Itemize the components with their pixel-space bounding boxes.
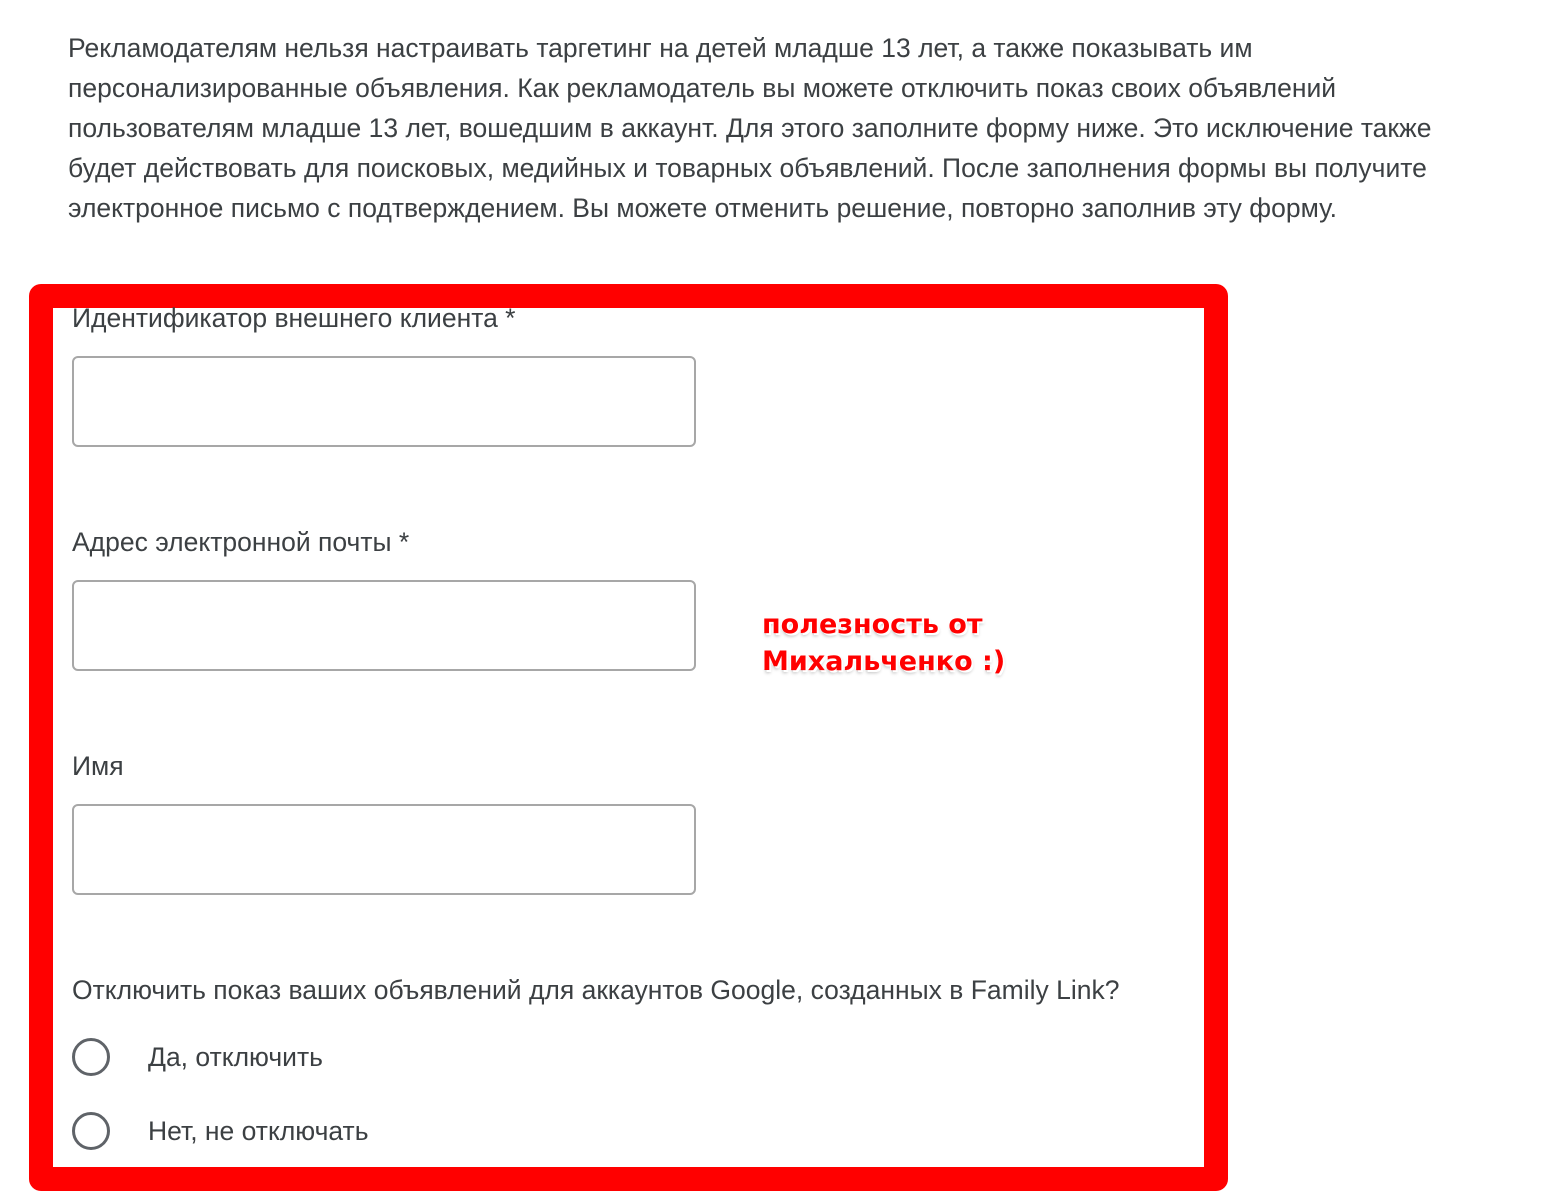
radio-label-keep: Нет, не отключать [148, 1115, 369, 1146]
radio-option-keep[interactable] [72, 1110, 369, 1152]
radio-button-disable[interactable] [72, 1038, 110, 1076]
name-label: Имя [72, 751, 124, 781]
name-input[interactable] [72, 804, 696, 895]
intro-paragraph: Рекламодателям нельзя настраивать таргетинг на детей младше 13 лет, а также показывать им персонализированные объявления. Как рекламодатель вы можете отключить показ своих объявлений пользователям младше 13 лет, вошедшим в аккаунт. Для этого заполните форму ниже. Это исключение также будет действовать для поисковых, медийных и товарных объявлений. После заполнения формы вы получите электронное письмо с подтверждением. Вы можете отменить решение, повторно заполнив эту форму. [68, 33, 1432, 223]
email-label: Адрес электронной почты * [72, 527, 410, 557]
client-id-label: Идентификатор внешнего клиента * [72, 303, 516, 333]
radio-button-keep[interactable] [72, 1112, 110, 1150]
email-input[interactable] [72, 580, 696, 671]
client-id-input[interactable] [72, 356, 696, 447]
radio-label-disable: Да, отключить [148, 1041, 323, 1072]
radio-option-disable[interactable] [72, 1036, 323, 1078]
family-link-question: Отключить показ ваших объявлений для аккаунтов Google, созданных в Family Link? [72, 975, 1120, 1005]
annotation-note: полезность от Михальченко :) [762, 609, 1006, 677]
